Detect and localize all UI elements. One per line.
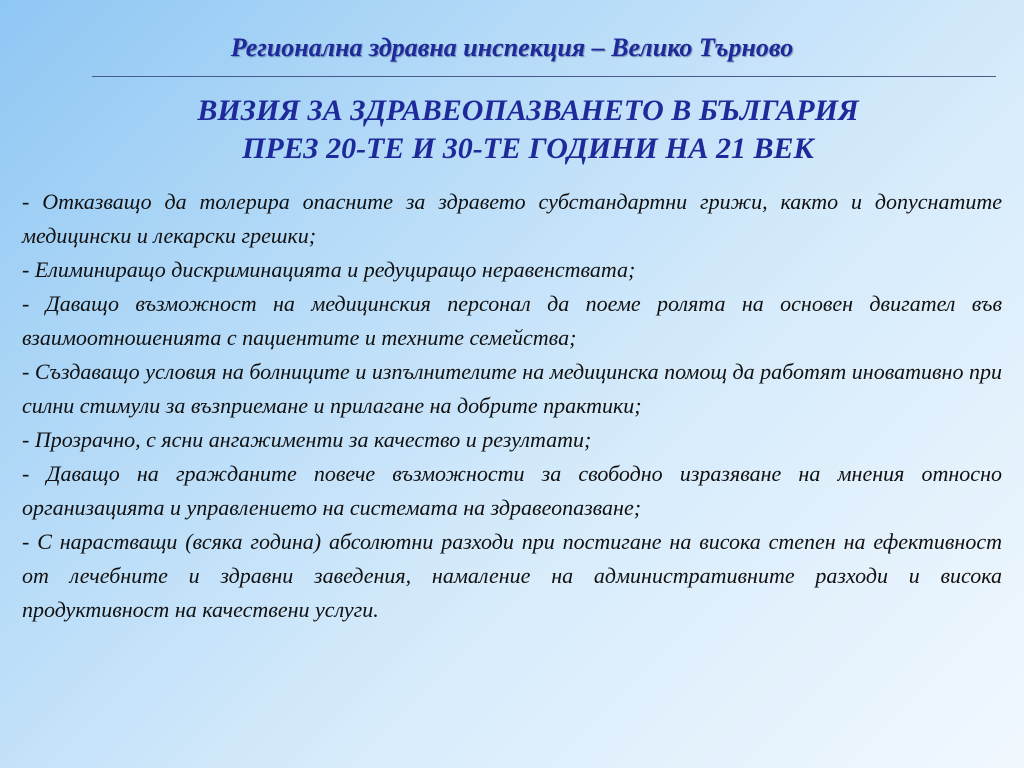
list-item: - Отказващо да толерира опасните за здравето субстандартни грижи, както и допуснатите медицински и лекарски грешки; [22, 189, 1002, 248]
header-divider [92, 76, 996, 77]
list-item: - Даващо на гражданите повече възможности за свободно изразяване на мнения относно организацията и управлението на системата на здравеопазване; [22, 461, 1002, 520]
slide-title [0, 92, 1024, 168]
slide-title-line-2: ПРЕЗ 20-ТЕ И 30-ТЕ ГОДИНИ НА 21 ВЕК [242, 132, 814, 165]
vision-list [22, 185, 1002, 627]
list-item: - С нарастващи (всяка година) абсолютни разходи при постигане на висока степен на ефективност от лечебните и здравни заведения, намаление на административните разходи и висока продуктивност на качествени услуги. [22, 529, 1002, 622]
list-item: - Прозрачно, с ясни ангажименти за качество и резултати; [22, 427, 592, 452]
slide-title-line-1: ВИЗИЯ ЗА ЗДРАВЕОПАЗВАНЕТО В БЪЛГАРИЯ [197, 94, 859, 127]
list-item: - Създаващо условия на болниците и изпълнителите на медицинска помощ да работят иновативно при силни стимули за възприемане и прилагане на добрите практики; [22, 359, 1002, 418]
list-item: - Елиминиращо дискриминацията и редуциращо неравенствата; [22, 257, 636, 282]
list-item: - Даващо възможност на медицинския персонал да поеме ролята на основен двигател във взаимоотношенията с пациентите и техните семейства; [22, 291, 1002, 350]
header-title: Регионална здравна инспекция – Велико Търново [230, 33, 794, 62]
